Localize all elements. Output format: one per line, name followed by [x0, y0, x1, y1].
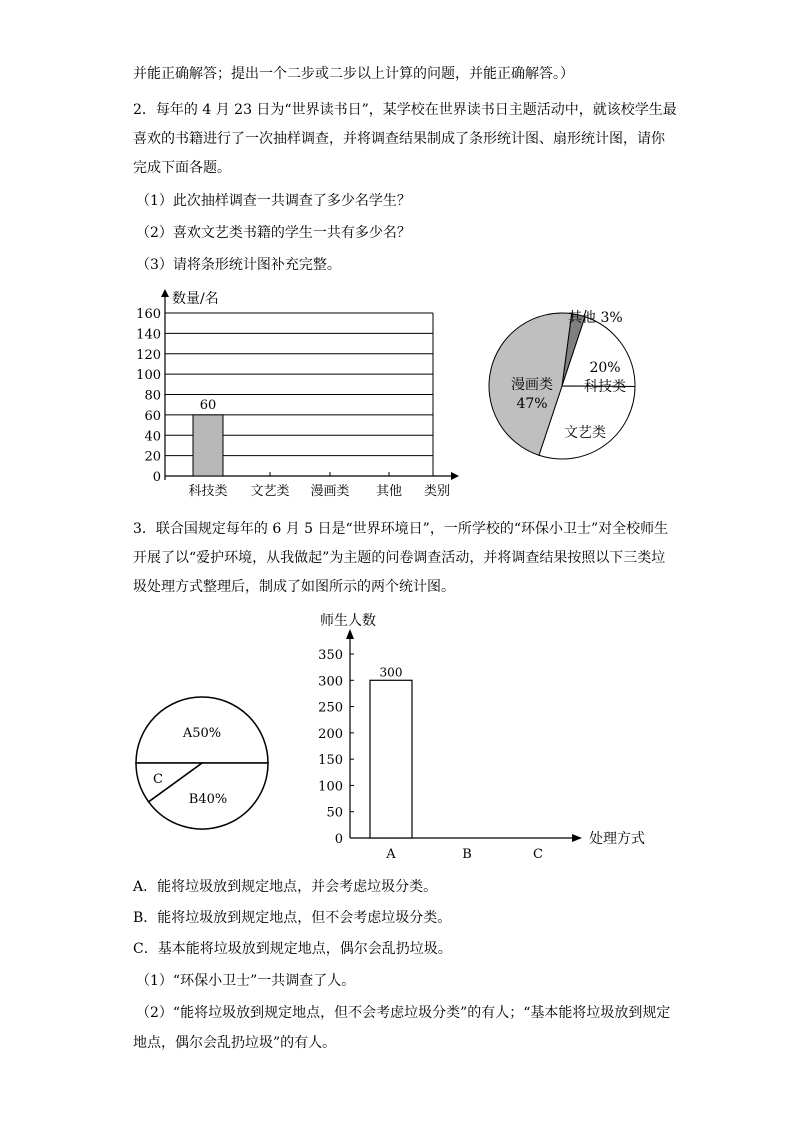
bar1-bar: [193, 415, 223, 476]
q2-sub-1: （1）此次抽样调查一共调查了多少名学生？: [136, 193, 411, 209]
q2-sub-2: （2）喜欢文艺类书籍的学生一共有多少名？: [136, 225, 411, 241]
pie1-label-other: 其他 3%: [568, 310, 623, 326]
bar2-bar: [370, 680, 412, 838]
q3-sub-1: （1）“环保小卫士”一共调查了人。: [136, 973, 356, 989]
bar2-y-tick: 250: [318, 700, 343, 716]
bar1-y-tick: 80: [144, 388, 161, 404]
q3-line-3: 圾处理方式整理后，制成了如图所示的两个统计图。: [133, 579, 455, 595]
option-b: B．能将垃圾放到规定地点，但不会考虑垃圾分类。: [133, 910, 452, 926]
bar1-y-axis-label: 数量/名: [172, 291, 219, 307]
intro-line: 并能正确解答；提出一个二步或二步以上计算的问题，并能正确解答。）: [133, 66, 574, 82]
bar1-y-tick: 160: [136, 307, 161, 322]
books-pie-chart: [480, 300, 660, 480]
pie1-label-tech-name: 科技类: [584, 379, 626, 395]
bar2-y-tick: 0: [334, 832, 343, 847]
option-a: A．能将垃圾放到规定地点，并会考虑垃圾分类。: [133, 879, 438, 895]
bar2-y-tick: 50: [326, 805, 343, 821]
pie2-label-C: C: [153, 772, 163, 787]
waste-bar-chart: [310, 605, 650, 865]
q3-sub-2: （2）“能将垃圾放到规定地点，但不会考虑垃圾分类”的有人；“基本能将垃圾放到规定: [136, 1005, 671, 1021]
bar1-y-arrow: [161, 289, 169, 297]
bar1-x-axis-label: 类别: [424, 484, 451, 499]
bar2-x-arrow: [572, 834, 582, 842]
pie1-label-comic-name: 漫画类: [511, 377, 553, 393]
pie1-label-comic-percent: 47%: [516, 396, 548, 412]
waste-pie-chart: [130, 695, 275, 840]
bar2-y-tick: 350: [318, 648, 343, 663]
q2-line-1: 2．每年的 4 月 23 日为“世界读书日”，某学校在世界读书日主题活动中，就该校学生最: [133, 102, 677, 118]
books-bar-chart: [130, 285, 470, 505]
bar2-y-tick: 150: [318, 753, 343, 769]
q2-line-3: 完成下面各题。: [133, 160, 231, 176]
bar1-x-tick-label: 其他: [375, 484, 403, 499]
bar1-y-tick: 100: [136, 368, 161, 384]
bar1-x-tick-label: 科技类: [188, 484, 228, 499]
bar2-y-tick: 200: [318, 726, 343, 742]
bar1-y-tick: 60: [144, 408, 161, 424]
bar1-x-arrow: [451, 472, 459, 480]
bar1-y-tick: 140: [136, 327, 161, 343]
bar1-y-tick: 0: [152, 470, 161, 485]
pie1-label-arts: 文艺类: [564, 425, 606, 441]
bar2-data-label: 300: [379, 665, 403, 680]
bar1-y-tick: 120: [136, 347, 161, 363]
bar2-y-tick: 300: [318, 674, 343, 690]
bar1-data-label: 60: [199, 397, 217, 413]
q2-line-2: 喜欢的书籍进行了一次抽样调查，并将调查结果制成了条形统计图、扇形统计图，请你: [133, 131, 665, 147]
bar2-y-arrow: [346, 629, 354, 639]
q2-sub-3: （3）请将条形统计图补充完整。: [136, 257, 341, 273]
q3-line-1: 3．联合国规定每年的 6 月 5 日是“世界环境日”，一所学校的“环保小卫士”对全校师生: [133, 521, 669, 537]
bar2-x-axis-label: 处理方式: [589, 831, 645, 847]
bar1-x-tick-label: 漫画类: [310, 484, 350, 499]
bar2-x-tick-label: C: [533, 847, 543, 862]
bar1-y-tick: 20: [144, 449, 161, 465]
pie2-label-B: B40%: [188, 792, 228, 807]
pie1-label-tech-percent: 20%: [589, 360, 621, 376]
bar2-x-tick-label: A: [386, 847, 396, 862]
pie2-label-A: A50%: [182, 726, 222, 741]
q3-line-2: 开展了以“爱护环境，从我做起”为主题的问卷调查活动，并将调查结果按照以下三类垃: [133, 550, 666, 566]
q3-sub-2-cont: 地点，偶尔会乱扔垃圾”的有人。: [133, 1035, 337, 1051]
bar2-x-tick-label: B: [462, 847, 472, 862]
option-c: C．基本能将垃圾放到规定地点，偶尔会乱扔垃圾。: [133, 941, 452, 957]
bar2-y-tick: 100: [318, 779, 343, 795]
bar1-y-tick: 40: [144, 429, 161, 445]
bar2-y-axis-label: 师生人数: [320, 613, 376, 629]
bar1-x-tick-label: 文艺类: [250, 484, 290, 499]
